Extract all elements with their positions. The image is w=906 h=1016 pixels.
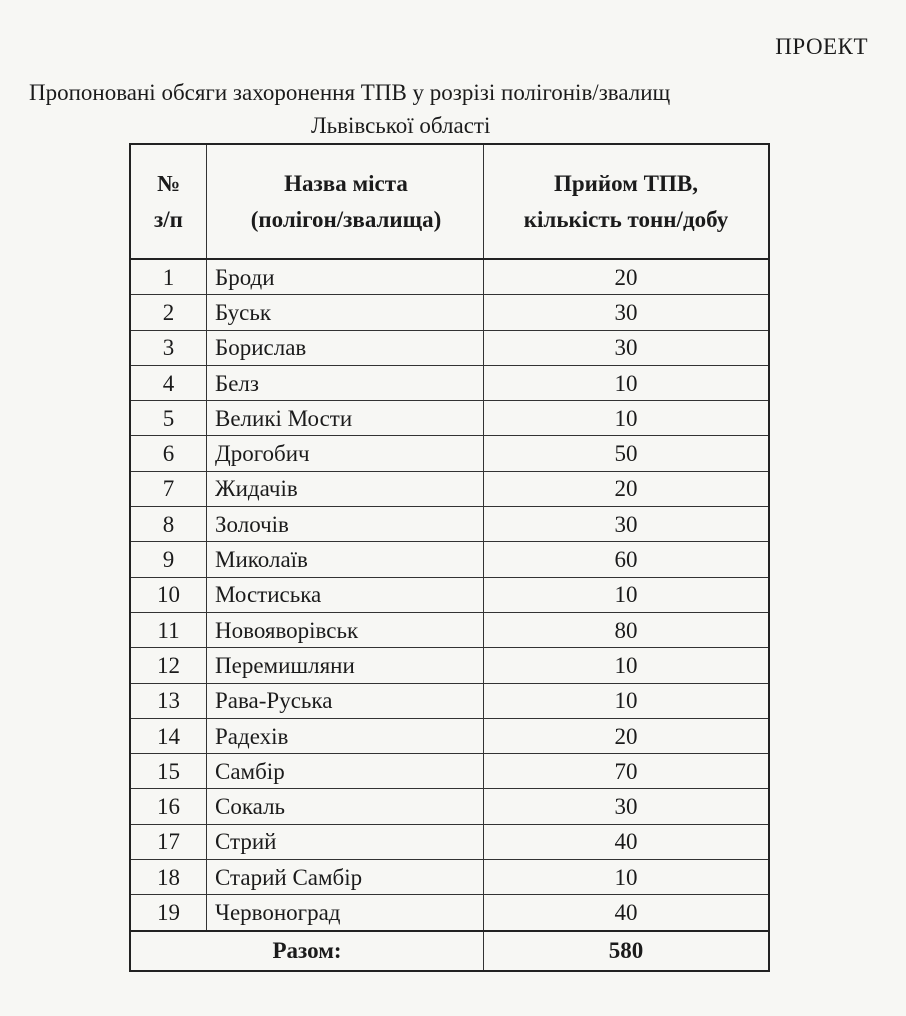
row-number: 4	[130, 365, 207, 400]
table-row	[130, 330, 769, 365]
title-line-2: Львівської області	[311, 113, 491, 138]
row-tons: 40	[484, 824, 770, 859]
row-tons: 10	[484, 860, 770, 895]
header-city-line-1: Назва міста	[284, 170, 408, 196]
row-tons: 10	[484, 648, 770, 683]
table-row	[130, 436, 769, 471]
row-number: 16	[130, 789, 207, 824]
row-number: 11	[130, 612, 207, 647]
row-city: Стрий	[207, 824, 484, 859]
header-number-line-2: з/п	[154, 206, 183, 232]
row-number: 6	[130, 436, 207, 471]
table-row	[130, 577, 769, 612]
row-tons: 10	[484, 577, 770, 612]
row-tons: 30	[484, 789, 770, 824]
row-tons: 10	[484, 683, 770, 718]
table-row	[130, 648, 769, 683]
table-row	[130, 754, 769, 789]
row-number: 12	[130, 648, 207, 683]
row-city: Старий Самбір	[207, 860, 484, 895]
row-number: 5	[130, 401, 207, 436]
table-row	[130, 895, 769, 931]
row-city: Борислав	[207, 330, 484, 365]
row-tons: 30	[484, 507, 770, 542]
table-row	[130, 612, 769, 647]
header-number-line-1: №	[156, 170, 181, 196]
row-tons: 20	[484, 471, 770, 506]
row-tons: 40	[484, 895, 770, 931]
title-line-1: Пропоновані обсяги захоронення ТПВ у розрізі полігонів/звалищ	[29, 80, 671, 105]
row-tons: 50	[484, 436, 770, 471]
row-city: Сокаль	[207, 789, 484, 824]
row-city: Дрогобич	[207, 436, 484, 471]
row-city: Новояворівськ	[207, 612, 484, 647]
header-value-line-2: кількість тонн/добу	[523, 206, 729, 232]
row-number: 15	[130, 754, 207, 789]
row-city: Великі Мости	[207, 401, 484, 436]
row-city: Миколаїв	[207, 542, 484, 577]
table-row	[130, 471, 769, 506]
total-row	[130, 931, 769, 971]
table-header-row	[130, 144, 769, 259]
row-number: 8	[130, 507, 207, 542]
row-city: Червоноград	[207, 895, 484, 931]
table-body	[130, 259, 769, 931]
table-row	[130, 365, 769, 400]
row-number: 7	[130, 471, 207, 506]
row-number: 13	[130, 683, 207, 718]
header-city-line-2: (полігон/звалища)	[250, 206, 442, 232]
total-label: Разом:	[130, 931, 484, 971]
table-row	[130, 683, 769, 718]
row-number: 3	[130, 330, 207, 365]
header-value-line-1: Прийом ТПВ,	[554, 170, 698, 196]
table-row	[130, 507, 769, 542]
row-tons: 20	[484, 259, 770, 295]
table-row	[130, 259, 769, 295]
row-tons: 30	[484, 330, 770, 365]
row-number: 17	[130, 824, 207, 859]
row-city: Жидачів	[207, 471, 484, 506]
row-city: Рава-Руська	[207, 683, 484, 718]
table-row	[130, 860, 769, 895]
row-city: Перемишляни	[207, 648, 484, 683]
row-number: 18	[130, 860, 207, 895]
header-city	[207, 144, 484, 259]
table-row	[130, 824, 769, 859]
header-value	[484, 144, 770, 259]
row-city: Мостиська	[207, 577, 484, 612]
row-tons: 70	[484, 754, 770, 789]
row-number: 19	[130, 895, 207, 931]
total-value: 580	[484, 931, 770, 971]
row-city: Буськ	[207, 295, 484, 330]
table-row	[130, 542, 769, 577]
landfill-table	[129, 143, 770, 972]
row-number: 1	[130, 259, 207, 295]
row-city: Самбір	[207, 754, 484, 789]
table-row	[130, 718, 769, 753]
row-number: 14	[130, 718, 207, 753]
row-tons: 80	[484, 612, 770, 647]
row-tons: 10	[484, 365, 770, 400]
row-tons: 20	[484, 718, 770, 753]
table-row	[130, 789, 769, 824]
row-city: Белз	[207, 365, 484, 400]
header-number	[130, 144, 207, 259]
row-city: Броди	[207, 259, 484, 295]
row-tons: 30	[484, 295, 770, 330]
table-row	[130, 401, 769, 436]
row-tons: 10	[484, 401, 770, 436]
row-tons: 60	[484, 542, 770, 577]
row-number: 9	[130, 542, 207, 577]
row-city: Радехів	[207, 718, 484, 753]
row-number: 10	[130, 577, 207, 612]
row-city: Золочів	[207, 507, 484, 542]
table-row	[130, 295, 769, 330]
project-stamp: ПРОЕКТ	[775, 34, 868, 59]
row-number: 2	[130, 295, 207, 330]
